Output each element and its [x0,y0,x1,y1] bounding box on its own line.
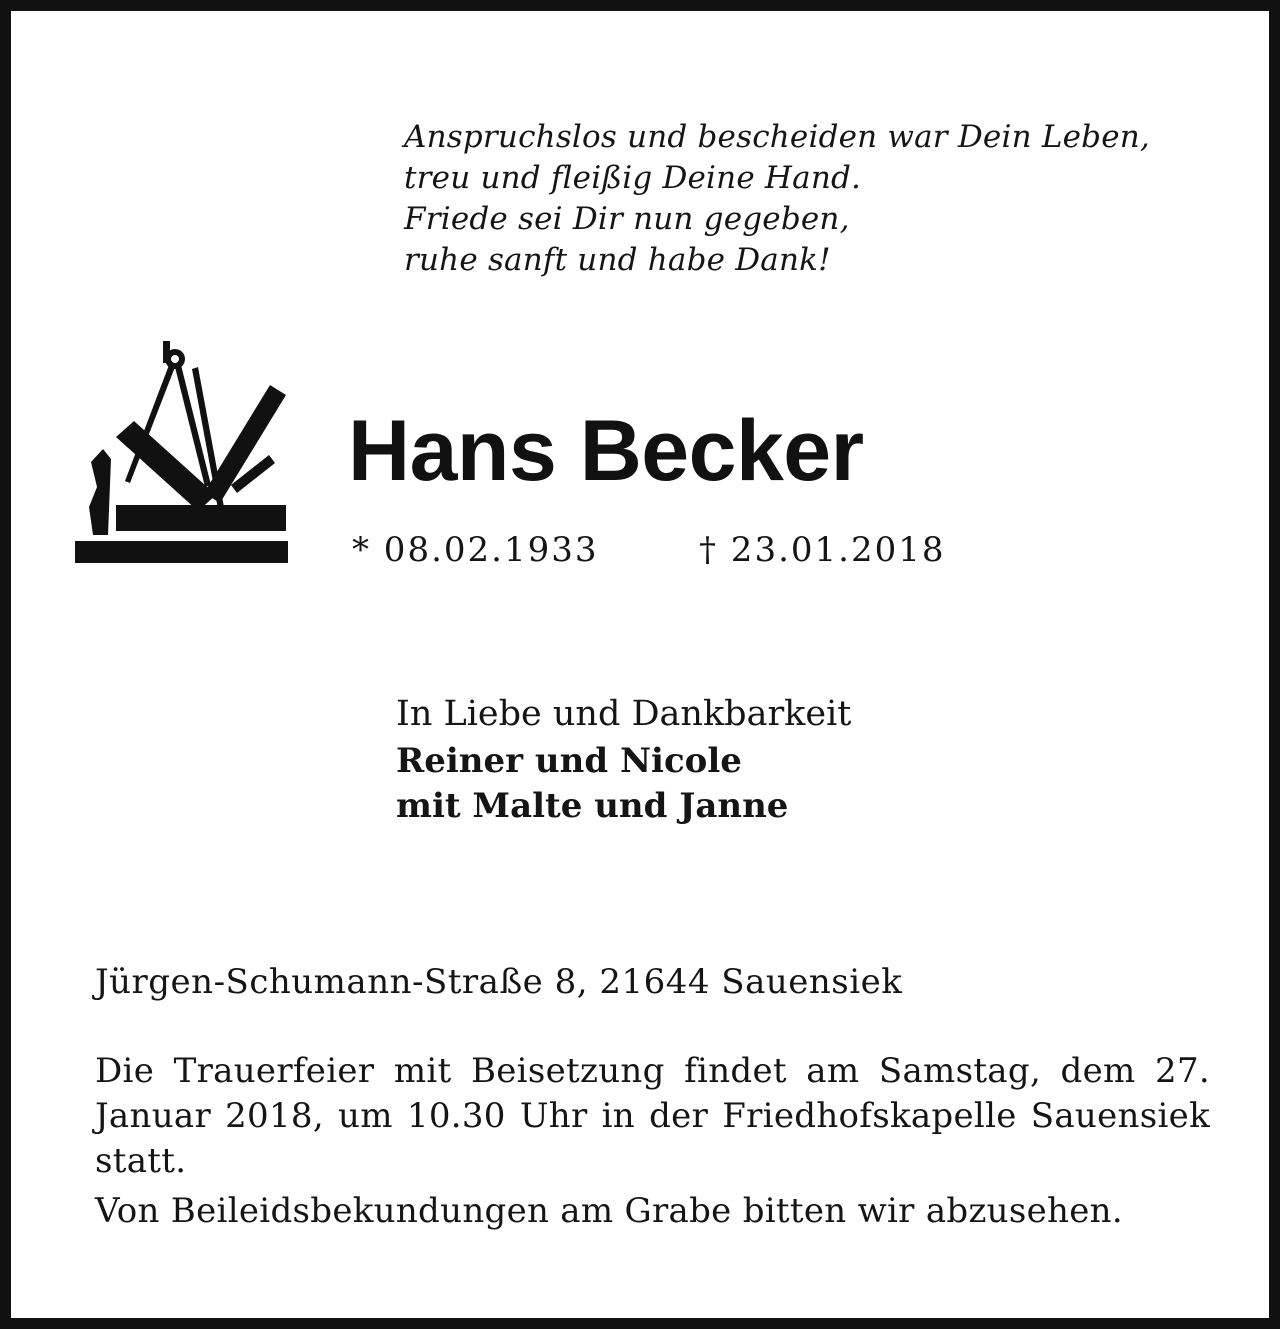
condolence-note: Von Beileidsbekundungen am Grabe bitten wir abzusehen. [95,1191,1123,1231]
mourners-intro: In Liebe und Dankbarkeit [396,694,852,734]
death-date: † 23.01.2018 [699,530,946,570]
ceremony-info: Die Trauerfeier mit Beisetzung findet am Samstag, dem 27. Januar 2018, um 10.30 Uhr in der Friedhofskapelle Sauensiek statt. [95,1051,1210,1181]
birth-date: * 08.02.1933 [352,530,599,570]
family-address: Jürgen-Schumann-Straße 8, 21644 Sauensiek [95,962,903,1002]
life-dates [352,526,946,574]
poem [404,117,1150,281]
poem-line: Anspruchslos und bescheiden war Dein Leben, [404,119,1150,155]
mourner-names-line: Reiner und Nicole [396,741,742,781]
poem-line: ruhe sanft und habe Dank! [404,242,831,278]
carpenter-tools-icon [71,337,291,567]
poem-line: treu und fleißig Deine Hand. [404,160,862,196]
deceased-name: Hans Becker [348,403,864,499]
mourners-block [396,689,851,829]
poem-line: Friede sei Dir nun gegeben, [404,201,850,237]
mourner-names-line: mit Malte und Janne [396,786,789,826]
